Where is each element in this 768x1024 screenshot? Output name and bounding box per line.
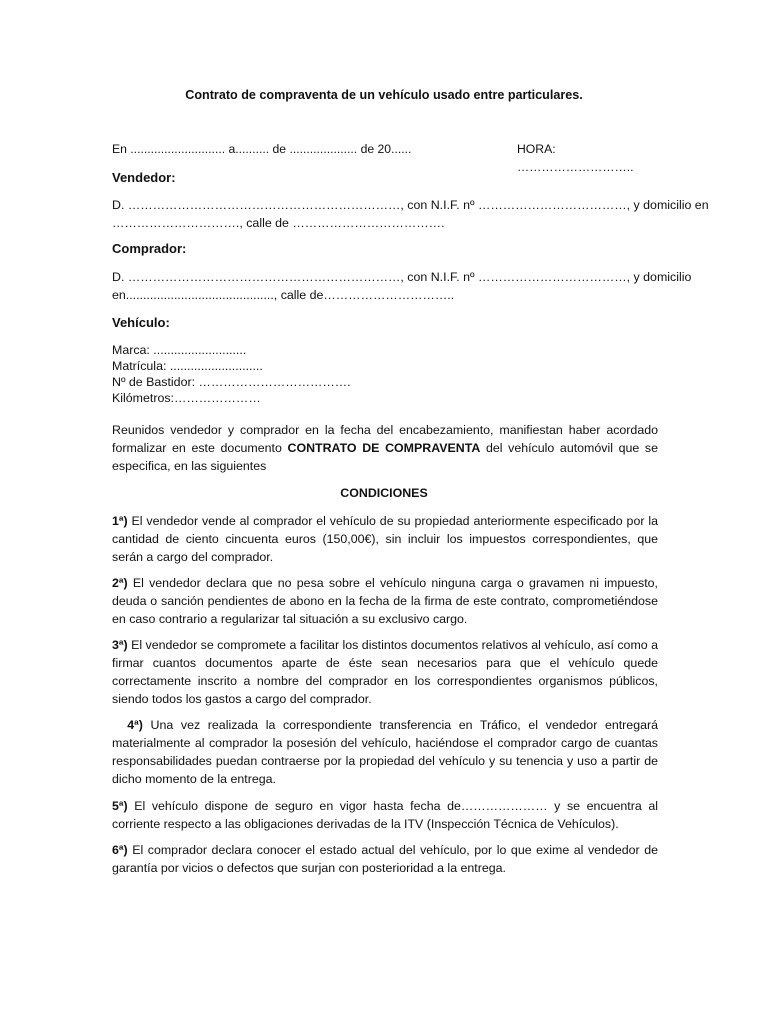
condition-number: 3ª) xyxy=(112,638,128,652)
buyer-details xyxy=(112,268,692,304)
seller-line-1: D. …………………………………………………………, con N.I.F. nº ………………………………, y domicilio en xyxy=(112,198,709,212)
condition-number: 1ª) xyxy=(112,514,128,528)
condition-number: 5ª) xyxy=(112,799,128,813)
condition-text: El vendedor se compromete a facilitar los distintos documentos relativos al vehículo, así como a firmar cuantos documentos aparte de éste sean necesarios para que el vehículo quede correctamente inscrito a nombre del comprador en los correspondientes organismos públicos, siendo todos los gastos a cargo del comprador. xyxy=(112,638,658,706)
condition-text: El vendedor declara que no pesa sobre el vehículo ninguna carga o gravamen ni impuesto, deuda o sanción pendientes de abono en la fecha de la firma de este contrato, comprometiéndose en caso contrario a regularizar tal situación a su exclusivo cargo. xyxy=(112,576,658,626)
conditions-heading: CONDICIONES xyxy=(340,486,428,500)
buyer-label: Comprador: xyxy=(112,241,187,256)
condition-text: El vendedor vende al comprador el vehículo de su propiedad anteriormente especificado por la cantidad de ciento cincuenta euros (150,00€), sin incluir los impuestos correspondientes, que serán a cargo del comprador. xyxy=(112,514,658,564)
condition-4 xyxy=(112,716,658,788)
condition-text: El comprador declara conocer el estado actual del vehículo, por lo que exime al vendedor de garantía por vicios o defectos que surjan con posterioridad a la entrega. xyxy=(112,843,658,875)
dateline xyxy=(112,140,672,174)
condition-text: Una vez realizada la correspondiente transferencia en Tráfico, el vendedor entregará materialmente al comprador la posesión del vehículo, haciéndose el comprador cargo de cuantas responsabilidades puedan contraerse por la propiedad del vehículo y su tenencia y uso a partir de dicho momento de la entrega. xyxy=(112,718,658,786)
condition-6 xyxy=(112,841,658,877)
condition-5 xyxy=(112,797,658,833)
vehicle-chassis: Nº de Bastidor: ………………………………. xyxy=(112,375,351,389)
seller-line-2: …………………………., calle de ………………………………. xyxy=(112,216,445,230)
vehicle-details xyxy=(112,342,351,406)
place-date-field: En ............................ a.......... de .................... de 20...... xyxy=(112,142,412,156)
vehicle-mileage: Kilómetros:………………… xyxy=(112,391,261,405)
vehicle-plate: Matrícula: ........................... xyxy=(112,359,263,373)
intro-text-1: Reunidos vendedor y comprador en la fecha del encabezamiento, manifiestan haber acordado formalizar en este documento xyxy=(112,423,658,455)
condition-2 xyxy=(112,574,658,628)
document-title: Contrato de compraventa de un vehículo usado entre particulares. xyxy=(185,88,583,102)
vehicle-label: Vehículo: xyxy=(112,315,170,330)
condition-number: 6ª) xyxy=(112,843,128,857)
condition-3 xyxy=(112,636,658,708)
time-field: HORA: ……………………….. xyxy=(517,142,634,174)
condition-text: El vehículo dispone de seguro en vigor hasta fecha de………………… y se encuentra al corriente respecto a las obligaciones derivadas de la ITV (Inspección Técnica de Vehículos). xyxy=(112,799,658,831)
seller-label: Vendedor: xyxy=(112,170,176,185)
intro-text-2: del vehículo automóvil que se especifica, en las siguientes xyxy=(112,441,659,473)
intro-paragraph xyxy=(112,421,658,475)
vehicle-brand: Marca: ........................... xyxy=(112,343,247,357)
seller-details xyxy=(112,196,709,232)
intro-contract-name: CONTRATO DE COMPRAVENTA xyxy=(287,441,481,455)
condition-number: 4ª) xyxy=(127,718,143,732)
condition-number: 2ª) xyxy=(112,576,128,590)
buyer-line-2: en..........................................., calle de………………………….. xyxy=(112,288,455,302)
condition-1 xyxy=(112,512,658,566)
buyer-line-1: D. …………………………………………………………, con N.I.F. nº ………………………………, y domicilio xyxy=(112,270,692,284)
